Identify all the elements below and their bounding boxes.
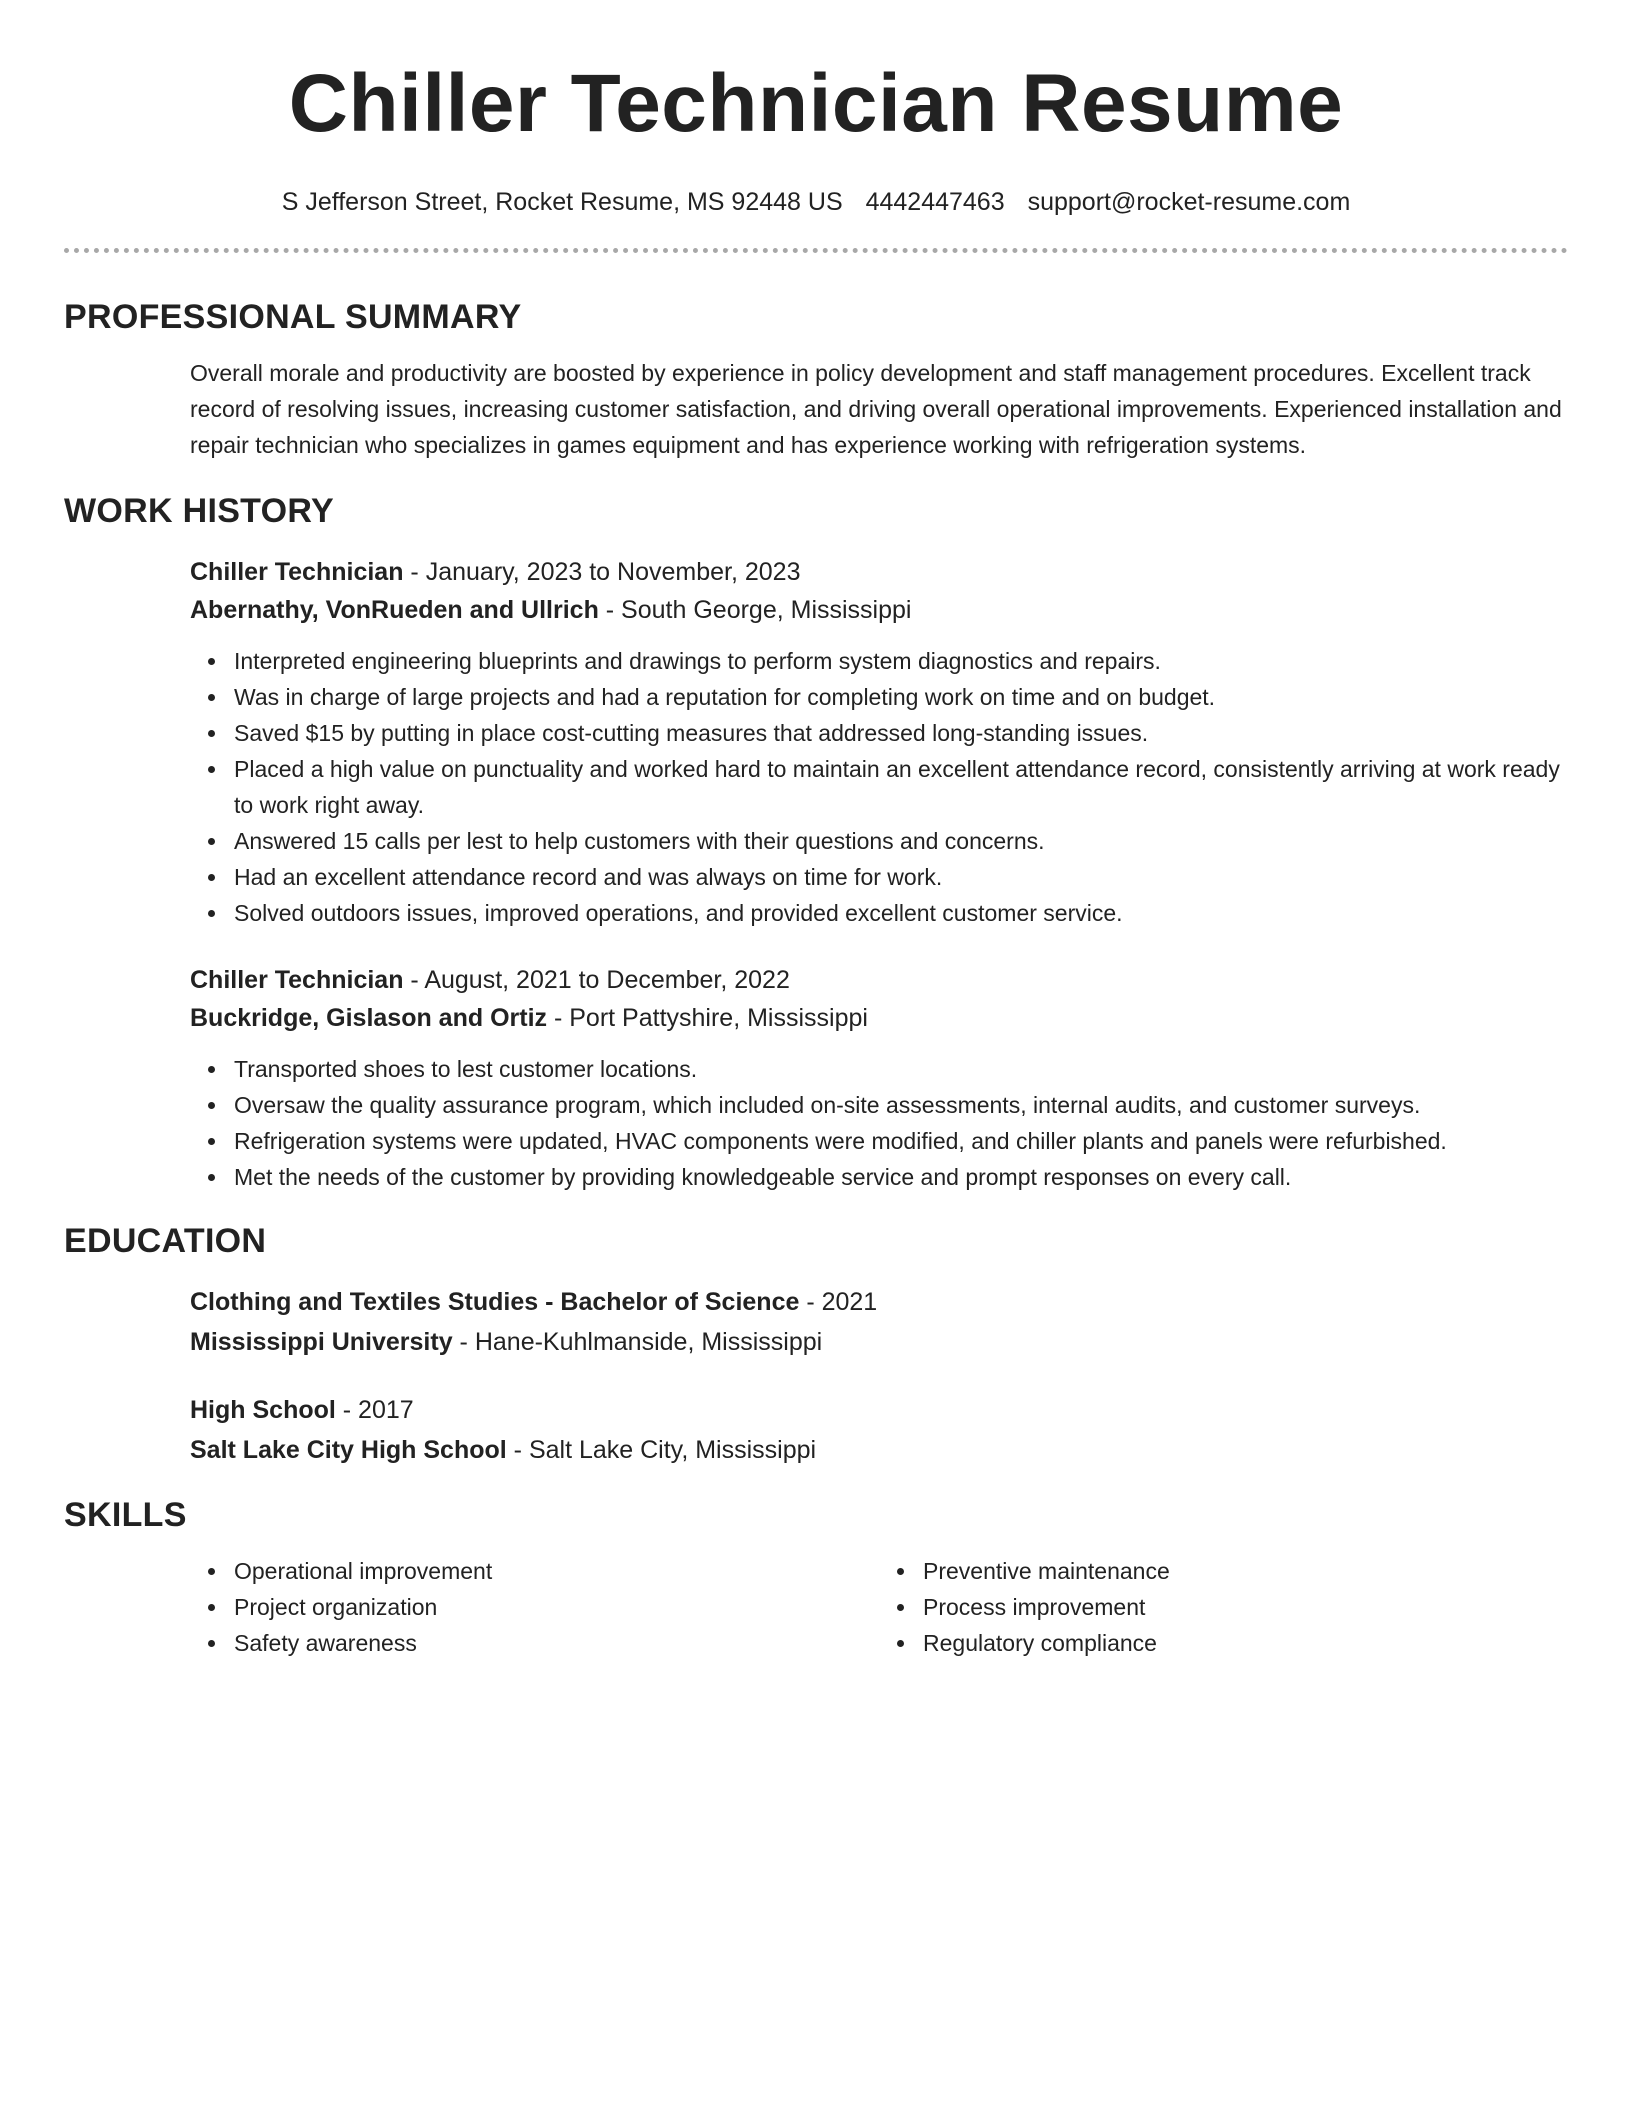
summary-text: Overall morale and productivity are boosted by experience in policy development and staff management procedures. Excellent track record of resolving issues, increasing customer satisfaction, and driving overall operational improvements. Experienced installation and repair technician who specializes in games equipment and has experience working with refrigeration systems.: [190, 360, 1562, 458]
job-duty: Was in charge of large projects and had a reputation for completing work on time and on budget.: [234, 679, 1568, 715]
job-company-line: [190, 591, 1568, 629]
contact-address: S Jefferson Street, Rocket Resume, MS 92448 US: [281, 188, 843, 216]
skill-item: Project organization: [234, 1589, 879, 1625]
job-entry: [64, 961, 1568, 1195]
job-entry: [64, 553, 1568, 931]
skill-item: Process improvement: [923, 1589, 1568, 1625]
job-company: Buckridge, Gislason and Ortiz: [190, 1004, 548, 1032]
job-duty: Had an excellent attendance record and was always on time for work.: [234, 859, 1568, 895]
job-duty: Transported shoes to lest customer locations.: [234, 1051, 1568, 1087]
skill-item: Operational improvement: [234, 1553, 879, 1589]
resume-title: Chiller Technician Resume: [288, 58, 1344, 149]
education-section: [64, 1219, 1568, 1469]
degree: Clothing and Textiles Studies - Bachelor of Science: [190, 1288, 800, 1316]
education-entry: [64, 1391, 1568, 1469]
education-heading: EDUCATION: [64, 1222, 267, 1260]
job-duty: Saved $15 by putting in place cost-cutting measures that addressed long-standing issues.: [234, 715, 1568, 751]
job-duty: Answered 15 calls per lest to help customers with their questions and concerns.: [234, 823, 1568, 859]
summary-heading: PROFESSIONAL SUMMARY: [64, 298, 522, 336]
degree-line: [190, 1283, 1568, 1321]
skills-list-right: [879, 1553, 1568, 1661]
skill-item: Regulatory compliance: [923, 1625, 1568, 1661]
graduation-year: - 2021: [799, 1288, 878, 1316]
contact-phone: 4442447463: [865, 188, 1005, 216]
school-name: Mississippi University: [190, 1328, 453, 1356]
job-dates: - August, 2021 to December, 2022: [403, 966, 790, 994]
skills-heading: SKILLS: [64, 1496, 187, 1534]
contact-line: [64, 186, 1568, 218]
job-duty: Oversaw the quality assurance program, which included on-site assessments, internal audits, and customer surveys.: [234, 1087, 1568, 1123]
skill-item: Safety awareness: [234, 1625, 879, 1661]
skills-section: [64, 1493, 1568, 1661]
job-company: Abernathy, VonRueden and Ullrich: [190, 596, 599, 624]
job-duty: Met the needs of the customer by providing knowledgeable service and prompt responses on every call.: [234, 1159, 1568, 1195]
job-title: Chiller Technician: [190, 558, 404, 586]
summary-section: [64, 295, 1568, 463]
school-line: [190, 1431, 1568, 1469]
school-line: [190, 1323, 1568, 1361]
degree: High School: [190, 1396, 336, 1424]
job-duty: Refrigeration systems were updated, HVAC components were modified, and chiller plants and panels were refurbished.: [234, 1123, 1568, 1159]
job-company-line: [190, 999, 1568, 1037]
school-name: Salt Lake City High School: [190, 1436, 507, 1464]
header-divider: [64, 248, 1568, 253]
graduation-year: - 2017: [335, 1396, 414, 1424]
job-duty: Placed a high value on punctuality and worked hard to maintain an excellent attendance record, consistently arriving at work ready to work right away.: [234, 751, 1568, 823]
school-location: - Hane-Kuhlmanside, Mississippi: [452, 1328, 823, 1356]
job-title: Chiller Technician: [190, 966, 404, 994]
job-duty: Solved outdoors issues, improved operations, and provided excellent customer service.: [234, 895, 1568, 931]
job-dates: - January, 2023 to November, 2023: [403, 558, 801, 586]
skills-list-left: [190, 1553, 879, 1661]
contact-email: support@rocket-resume.com: [1027, 188, 1351, 216]
job-title-line: [190, 553, 1568, 591]
skills-grid: [64, 1553, 1568, 1661]
work-history-section: [64, 489, 1568, 1195]
school-location: - Salt Lake City, Mississippi: [506, 1436, 817, 1464]
job-duty: Interpreted engineering blueprints and drawings to perform system diagnostics and repairs.: [234, 643, 1568, 679]
job-title-line: [190, 961, 1568, 999]
job-duties-list: [190, 643, 1568, 931]
work-history-heading: WORK HISTORY: [64, 492, 334, 530]
job-duties-list: [190, 1051, 1568, 1195]
skill-item: Preventive maintenance: [923, 1553, 1568, 1589]
degree-line: [190, 1391, 1568, 1429]
education-entry: [64, 1283, 1568, 1361]
job-location: - South George, Mississippi: [598, 596, 912, 624]
job-location: - Port Pattyshire, Mississippi: [547, 1004, 868, 1032]
